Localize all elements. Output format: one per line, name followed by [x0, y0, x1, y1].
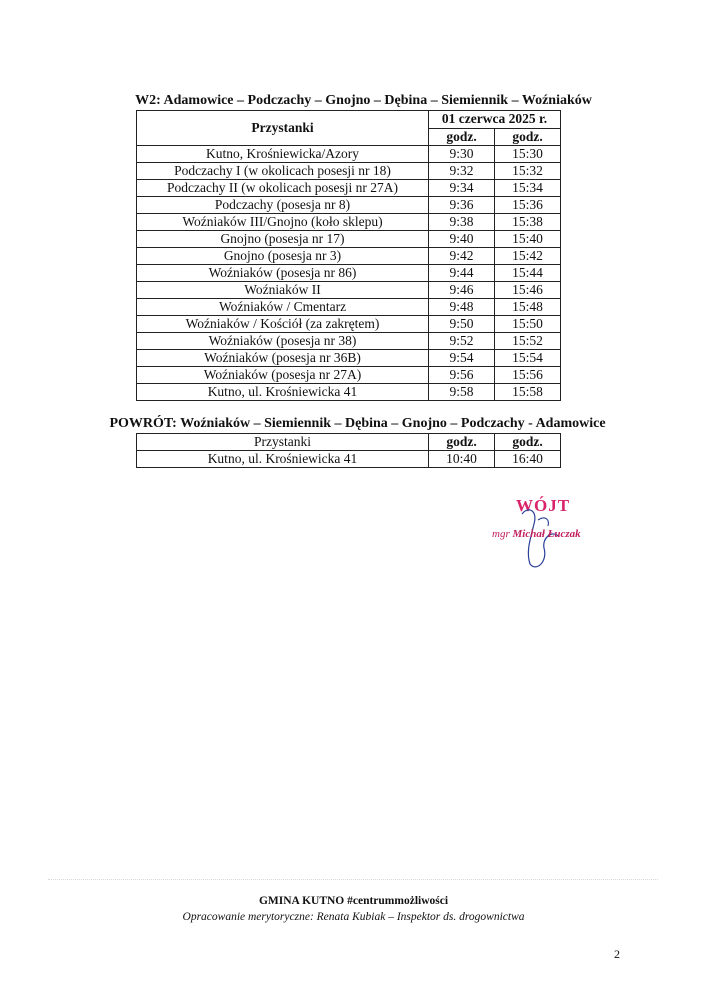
time-cell-1: 9:42	[429, 248, 495, 265]
footer-org: GMINA KUTNO #centrummożliwości	[258, 895, 449, 907]
footer-author: Opracowanie merytoryczne: Renata Kubiak – Inspektor ds. drogownictwa	[182, 911, 525, 923]
header-stops: Przystanki	[137, 434, 429, 451]
table-row	[137, 282, 561, 299]
timetable-route2	[136, 433, 561, 468]
time-cell-2: 15:36	[495, 197, 561, 214]
header-stops: Przystanki	[137, 111, 429, 146]
table-row	[137, 384, 561, 401]
header-time-2: godz.	[495, 128, 561, 146]
timetable-route1-body	[137, 146, 561, 401]
time-cell-2: 15:54	[495, 350, 561, 367]
header-date: 01 czerwca 2025 r.	[429, 111, 561, 129]
stop-name-cell: Podczachy II (w okolicach posesji nr 27A)	[137, 180, 429, 197]
timetable-route1	[136, 110, 561, 401]
time-cell-1: 9:54	[429, 350, 495, 367]
stop-name-cell: Woźniaków II	[137, 282, 429, 299]
time-cell-2: 15:30	[495, 146, 561, 163]
stop-name-cell: Podczachy (posesja nr 8)	[137, 197, 429, 214]
time-cell-2: 15:52	[495, 333, 561, 350]
time-cell-1: 9:44	[429, 265, 495, 282]
time-cell-1: 9:32	[429, 163, 495, 180]
table-row	[137, 197, 561, 214]
signature-name: Michał Łuczak	[512, 528, 581, 540]
time-cell-1: 10:40	[429, 451, 495, 468]
table-row	[137, 265, 561, 282]
stop-name-cell: Podczachy I (w okolicach posesji nr 18)	[137, 163, 429, 180]
table-row	[137, 248, 561, 265]
table-row	[137, 163, 561, 180]
stop-name-cell: Gnojno (posesja nr 3)	[137, 248, 429, 265]
time-cell-2: 15:58	[495, 384, 561, 401]
stop-name-cell: Kutno, ul. Krośniewicka 41	[137, 451, 429, 468]
time-cell-1: 9:46	[429, 282, 495, 299]
time-cell-2: 15:50	[495, 316, 561, 333]
table-row	[137, 451, 561, 468]
stop-name-cell: Woźniaków (posesja nr 38)	[137, 333, 429, 350]
time-cell-1: 9:50	[429, 316, 495, 333]
time-cell-2: 15:40	[495, 231, 561, 248]
footer-divider	[48, 879, 658, 880]
time-cell-2: 15:48	[495, 299, 561, 316]
signature-stamp	[488, 496, 598, 576]
stop-name-cell: Woźniaków (posesja nr 27A)	[137, 367, 429, 384]
stop-name-cell: Gnojno (posesja nr 17)	[137, 231, 429, 248]
table-row	[137, 231, 561, 248]
stop-name-cell: Woźniaków / Cmentarz	[137, 299, 429, 316]
route2-title: POWRÓT: Woźniaków – Siemiennik – Dębina – Gnojno – Podczachy - Adamowice	[109, 416, 606, 431]
time-cell-1: 9:40	[429, 231, 495, 248]
time-cell-2: 15:34	[495, 180, 561, 197]
time-cell-2: 15:44	[495, 265, 561, 282]
table-row	[137, 350, 561, 367]
time-cell-2: 15:46	[495, 282, 561, 299]
signature-title: WÓJT	[516, 496, 571, 515]
stop-name-cell: Woźniaków III/Gnojno (koło sklepu)	[137, 214, 429, 231]
time-cell-1: 9:36	[429, 197, 495, 214]
stop-name-cell: Woźniaków (posesja nr 86)	[137, 265, 429, 282]
table-row	[137, 180, 561, 197]
table-row	[137, 316, 561, 333]
time-cell-2: 15:32	[495, 163, 561, 180]
header-time-1: godz.	[429, 128, 495, 146]
table-row	[137, 367, 561, 384]
time-cell-1: 9:58	[429, 384, 495, 401]
table-row	[137, 214, 561, 231]
signature-prefix: mgr	[492, 528, 510, 540]
page-number: 2	[614, 947, 620, 961]
table-row	[137, 299, 561, 316]
header-time-1: godz.	[429, 434, 495, 451]
stop-name-cell: Woźniaków (posesja nr 36B)	[137, 350, 429, 367]
time-cell-1: 9:52	[429, 333, 495, 350]
time-cell-1: 9:30	[429, 146, 495, 163]
time-cell-1: 9:48	[429, 299, 495, 316]
time-cell-2: 15:38	[495, 214, 561, 231]
time-cell-2: 16:40	[495, 451, 561, 468]
time-cell-2: 15:56	[495, 367, 561, 384]
time-cell-2: 15:42	[495, 248, 561, 265]
time-cell-1: 9:34	[429, 180, 495, 197]
header-time-2: godz.	[495, 434, 561, 451]
stop-name-cell: Woźniaków / Kościół (za zakrętem)	[137, 316, 429, 333]
timetable-route2-body	[137, 451, 561, 468]
table-row	[137, 146, 561, 163]
table-row	[137, 333, 561, 350]
stop-name-cell: Kutno, Krośniewicka/Azory	[137, 146, 429, 163]
signature-name-line	[492, 528, 581, 540]
time-cell-1: 9:38	[429, 214, 495, 231]
time-cell-1: 9:56	[429, 367, 495, 384]
route1-title: W2: Adamowice – Podczachy – Gnojno – Dębina – Siemiennik – Woźniaków	[135, 93, 592, 108]
stop-name-cell: Kutno, ul. Krośniewicka 41	[137, 384, 429, 401]
